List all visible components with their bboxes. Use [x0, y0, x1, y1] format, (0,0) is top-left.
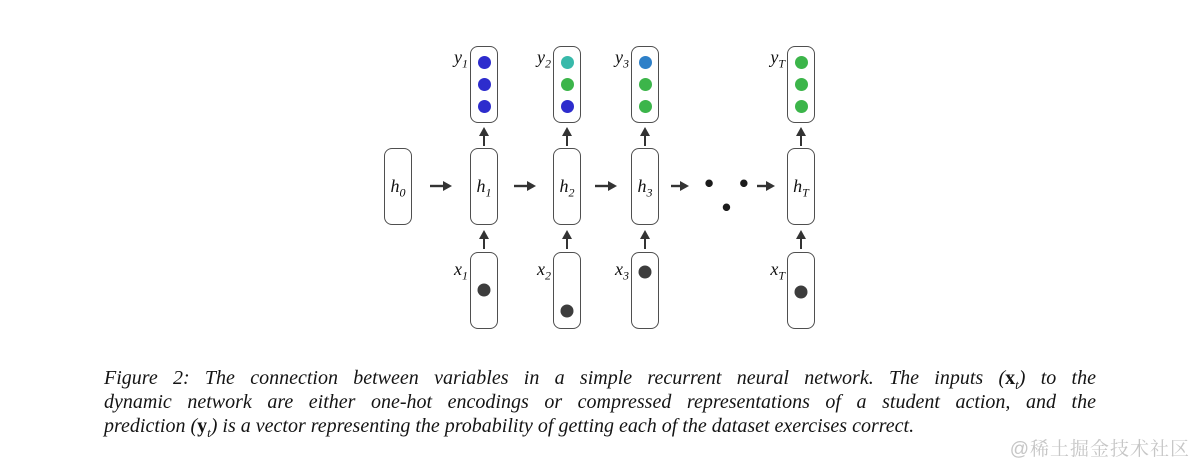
math-x-t: x	[1005, 367, 1016, 389]
right-arrow-h2-h3	[595, 181, 617, 191]
prediction-dot	[561, 78, 574, 91]
h2-label: $h_2$	[559, 176, 575, 200]
xT-label: $x_T$	[770, 259, 785, 283]
figure-caption	[104, 366, 1096, 438]
x2-label: $x_2$	[537, 259, 551, 283]
up-arrow-xT-hT	[796, 230, 806, 249]
prediction-dot	[795, 56, 808, 69]
y2-label: $y_2$	[537, 47, 551, 71]
prediction-dot	[795, 100, 808, 113]
h3-node-box	[631, 148, 659, 225]
h1-label: $h_1$	[476, 176, 492, 200]
hT-node-box	[787, 148, 815, 225]
up-arrow-h2-y2	[562, 127, 572, 146]
caption-line-3: prediction $(y_t)$ is a vector representing the probability of getting each of the dataset exercises correct.	[104, 415, 915, 440]
up-arrow-x3-h3	[640, 230, 650, 249]
h0-node-box	[384, 148, 412, 225]
input-dot	[795, 286, 808, 299]
prediction-dot	[639, 100, 652, 113]
right-arrow-h1-h2	[514, 181, 536, 191]
yT-label: $y_T$	[770, 47, 785, 71]
input-dot	[561, 304, 574, 317]
prediction-dot	[478, 78, 491, 91]
y2-node-box	[553, 46, 581, 123]
up-arrow-h3-y3	[640, 127, 650, 146]
prediction-dot	[639, 78, 652, 91]
prediction-dot	[478, 100, 491, 113]
x1-node-box	[470, 252, 498, 329]
prediction-dot	[639, 56, 652, 69]
x3-label: $x_3$	[615, 259, 629, 283]
y1-node-box	[470, 46, 498, 123]
up-arrow-h1-y1	[479, 127, 489, 146]
up-arrow-hT-yT	[796, 127, 806, 146]
x2-node-box	[553, 252, 581, 329]
y1-label: $y_1$	[454, 47, 468, 71]
prediction-dot	[795, 78, 808, 91]
h2-node-box	[553, 148, 581, 225]
up-arrow-x1-h1	[479, 230, 489, 249]
xT-node-box	[787, 252, 815, 329]
yT-node-box	[787, 46, 815, 123]
caption-line-2: dynamic network are either one-hot encodings or compressed representations of a student action, and the	[104, 391, 1096, 413]
right-arrow-h3-ellipsis	[671, 181, 689, 191]
h1-node-box	[470, 148, 498, 225]
up-arrow-x2-h2	[562, 230, 572, 249]
prediction-dot	[561, 56, 574, 69]
prediction-dot	[478, 56, 491, 69]
input-dot	[478, 283, 491, 296]
h3-label: $h_3$	[637, 176, 653, 200]
ellipsis-dots: • • •	[702, 172, 758, 220]
x3-node-box	[631, 252, 659, 329]
math-y-t: y	[197, 415, 208, 437]
y3-node-box	[631, 46, 659, 123]
h0-label: $h_0$	[390, 176, 406, 200]
hT-label: $h_T$	[793, 176, 809, 200]
input-dot	[639, 265, 652, 278]
prediction-dot	[561, 100, 574, 113]
caption-line-1: Figure 2: The connection between variables in a simple recurrent neural network. The inputs $(x_t)$ to the	[104, 367, 1096, 392]
x1-label: $x_1$	[454, 259, 468, 283]
y3-label: $y_3$	[615, 47, 629, 71]
watermark: @稀土掘金技术社区	[1009, 439, 1190, 460]
right-arrow-h0-h1	[430, 181, 452, 191]
